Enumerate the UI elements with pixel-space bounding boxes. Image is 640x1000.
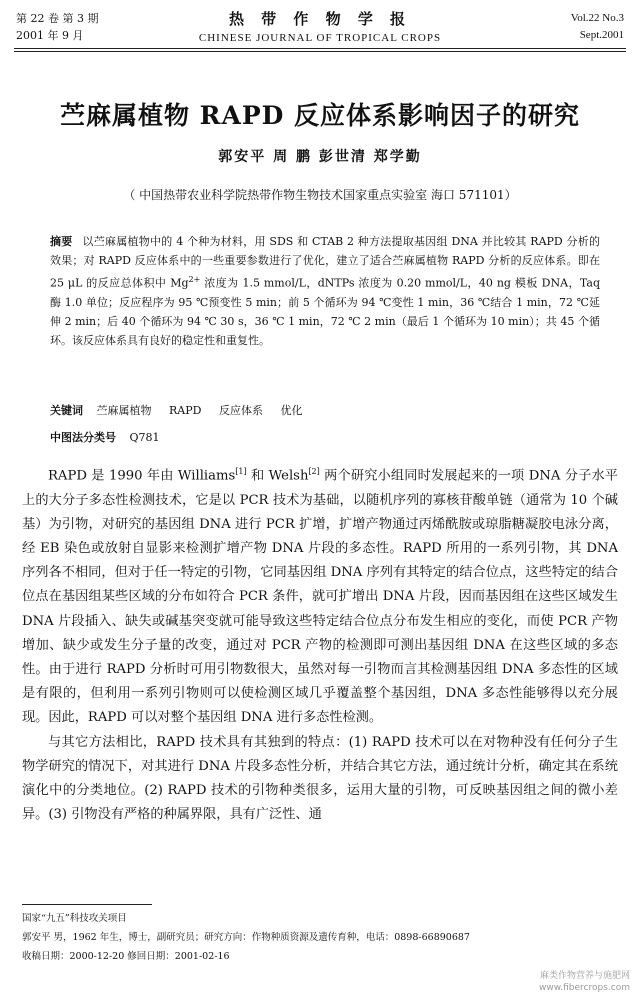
date-cn: 2001 年 9 月 [16,29,84,42]
abstract-text-1: 以苎麻属植物中的 4 个种为材料，用 SDS 和 CTAB 2 种方法提取基因组 DNA 并比较其 RAPD 分析的效果；对 RAPD 反应体系中的一些重要参数进行了优化，建立了适合苎麻属植物 RAPD 分析的反应体系。即在 25 μL 的反应总体积中 Mg [50,235,600,290]
keyword: 优化 [280,404,303,417]
body-text-run: RAPD 是 1990 年由 Williams [48,468,236,484]
footnote-author-info: 郭安平 男，1962 年生，博士，副研究员；研究方向：作物种质资源及遗传育种，电话：0898-66890687 [22,932,470,943]
site-watermark [539,970,630,994]
body-text-run: 和 Welsh [246,468,309,484]
header-right [571,10,624,44]
reference-mark: [2] [308,467,320,476]
article-title: 苎麻属植物 RAPD 反应体系影响因子的研究 [59,101,581,130]
footnote-rule [22,904,152,905]
volume-issue-en: Vol.22 No.3 [570,12,624,24]
watermark-text: 麻类作物营养与施肥网 [539,971,630,981]
header-rule-bottom [14,51,626,52]
abstract-label: 摘要 [50,235,73,248]
abstract-mg-superscript: 2+ [188,275,201,284]
body-text-run: 两个研究小组同时发展起来的一项 DNA 分子水平上的大分子多态性检测技术，它是以 PCR 技术为基础，以随机序列的寡核苷酸单链（通常为 10 个碱基）为引物，对研究的基因组 DNA 进行 PCR 扩增，扩增产物通过丙烯酰胺或琼脂糖凝胶电泳分离，经 EB 染色或放射自显影来检测扩增产物 DNA 片段的多态性。RAPD 所用的一系列引物，其 DNA 序列各不相同，但对于任一特定的引物，它同基因组 DNA 序列有其特定的结合位点，这些特定的结合位点在基因组某些区域的分布如符合 PCR 条件，就可扩增出 DNA 片段，因而基因组在这些区域发生 DNA 片段插入、缺失或碱基突变就可能导致这些特定结合位点分布发生相应的变化，而使 PCR 产物增加、缺少或发生分子量的改变，通过对 PCR 产物的检测即可测出基因组 DNA 在这些区域的多态性。由于进行 RAPD 分析时可用引物数很大，虽然对每一引物而言其检测基因组 DNA 多态性的区域是有限的，但利用一系列引物则可以使检测区域几乎覆盖整个基因组，DNA 多态性能够得以充分展现。因此，RAPD 可以对整个基因组 DNA 进行多态性检测。 [22,468,618,726]
keyword: RAPD [169,404,202,417]
journal-name-cn: 热 带 作 物 学 报 [228,10,412,28]
footnote-funding: 国家“九五”科技攻关项目 [22,913,127,924]
keyword: 反应体系 [218,404,263,417]
header-center [0,8,640,44]
footnote-dates: 收稿日期：2000-12-20 修回日期：2001-02-16 [22,951,230,962]
abstract-text-2: 浓度为 1.5 mmol/L，dNTPs 浓度为 0.20 mmol/L，40 ng 模板 DNA，Taq 酶 1.0 单位；反应程序为 95 ℃预变性 5 min；前 5 个循环为 94 ℃变性 1 min，36 ℃结合 1 min，72 ℃延伸 2 min；后 40 个循环为 94 ℃ 30 s，36 ℃ 1 min，72 ℃ 2 min（最后 1 个循环为 10 min）；共 45 个循环。该反应体系具有良好的稳定性和重复性。 [50,276,601,347]
watermark-url: www.fibercrops.com [539,983,630,993]
body-paragraph: 与其它方法相比，RAPD 技术具有其独到的特点：(1) RAPD 技术可以在对物种没有任何分子生物学研究的情况下，对其进行 DNA 片段多态性分析，并结合其它方法，通过统计分析，确定其在系统演化中的分类地位。(2) RAPD 技术的引物种类很多，运用大量的引物，可反映基因组之间的微小差异。(3) 引物没有严格的种属界限，具有广泛性、通 [22,734,618,823]
classification [50,429,600,445]
volume-issue-cn: 第 22 卷 第 3 期 [16,12,99,25]
keyword: 苎麻属植物 [96,404,152,417]
classification-value: Q781 [129,431,160,444]
journal-name-en: CHINESE JOURNAL OF TROPICAL CROPS [198,32,442,44]
body-text [22,460,618,827]
footnote [22,909,618,966]
keywords-label: 关键词 [50,404,83,417]
reference-mark: [1] [235,467,247,476]
body-paragraph [22,460,618,731]
keywords [50,402,600,418]
article-authors: 郭安平 周 鹏 彭世清 郑学勤 [218,149,422,165]
article-affiliation: （ 中国热带农业科学院热带作物生物技术国家重点实验室 海口 571101） [123,188,517,202]
header-rule-top [14,48,626,49]
abstract [50,232,600,350]
classification-label: 中图法分类号 [50,431,116,444]
date-en: Sept.2001 [579,29,624,41]
